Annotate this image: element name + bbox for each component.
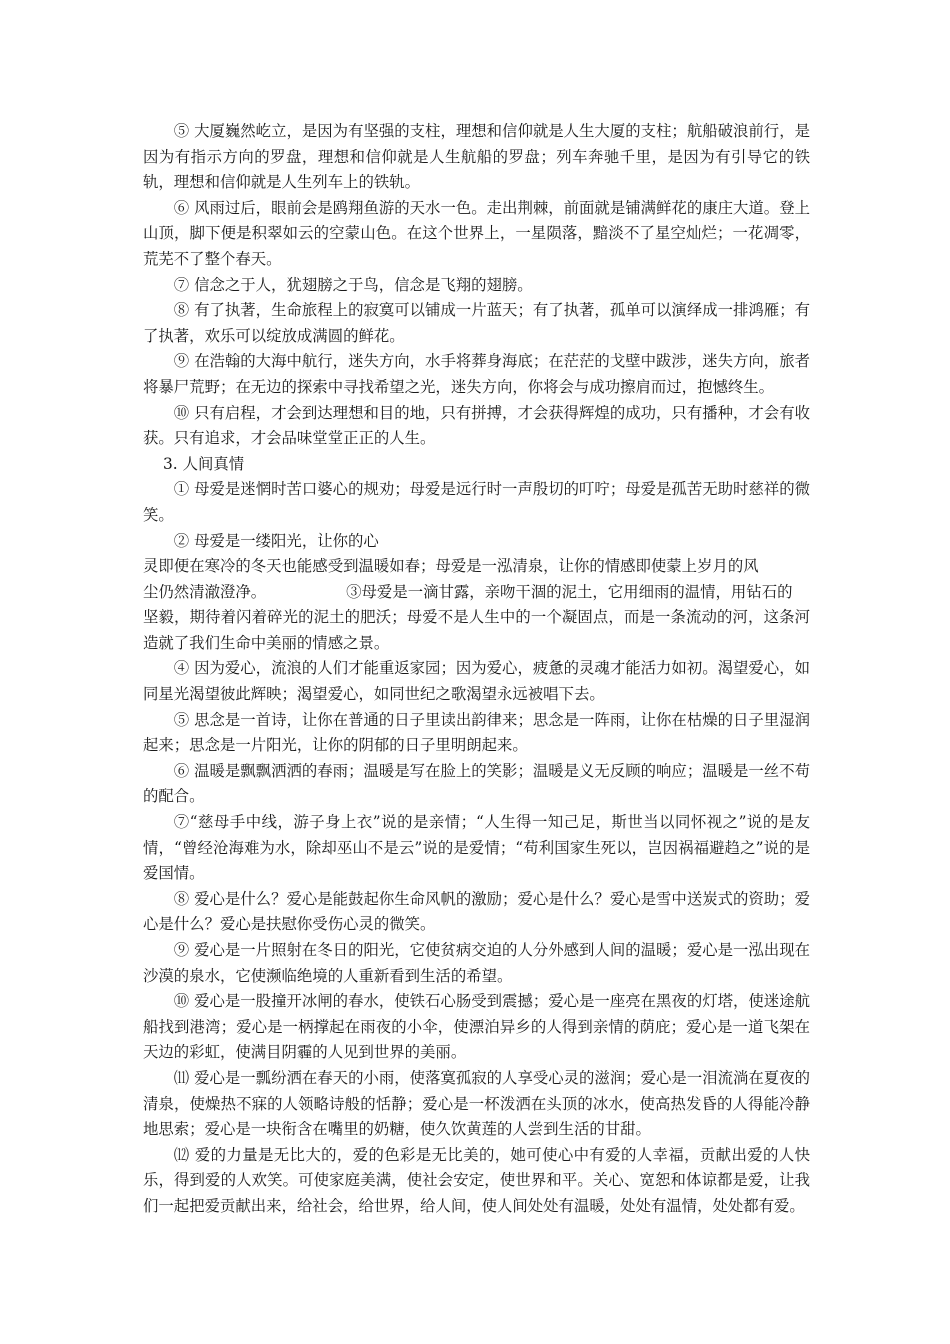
section3-paragraph-8: ⑧ 爱心是什么？爱心是能鼓起你生命风帆的激励；爱心是什么？爱心是雪中送炭式的资助；爱心是什么？爱心是扶慰你受伤心灵的微笑。 bbox=[143, 889, 810, 934]
section3-paragraph-10: ⑩ 爱心是一股撞开冰闸的春水，使铁石心肠受到震撼；爱心是一座亮在黑夜的灯塔，使迷途航船找到港湾；爱心是一柄撑起在雨夜的小伞，使漂泊异乡的人得到亲情的荫庇；爱心是一道飞架在天边的彩虹，使满目阴霾的人见到世界的美丽。 bbox=[143, 992, 810, 1062]
paragraph-10: ⑩ 只有启程，才会到达理想和目的地，只有拼搏，才会获得辉煌的成功，只有播种，才会有收获。只有追求，才会品味堂堂正正的人生。 bbox=[143, 403, 810, 448]
section3-paragraph-9: ⑨ 爱心是一片照射在冬日的阳光，它使贫病交迫的人分外感到人间的温暖；爱心是一泓出现在沙漠的泉水，它使濒临绝境的人重新看到生活的希望。 bbox=[143, 941, 810, 985]
section3-paragraph-3-rest: 坚毅，期待着闪着碎光的泥土的肥沃；母爱不是人生中的一个凝固点，而是一条流动的河，这条河造就了我们生命中美丽的情感之景。 bbox=[143, 608, 810, 652]
paragraph-5: ⑤ 大厦巍然屹立，是因为有坚强的支柱，理想和信仰就是人生大厦的支柱；航船破浪前行，是因为有指示方向的罗盘，理想和信仰就是人生航船的罗盘；列车奔驰千里，是因为有引导它的铁轨，理想和信仰就是人生列车上的铁轨。 bbox=[143, 122, 810, 192]
section3-paragraph-1: ① 母爱是迷惘时苦口婆心的规劝；母爱是远行时一声殷切的叮咛；母爱是孤苦无助时慈祥的微笑。 bbox=[143, 480, 810, 524]
document-body bbox=[143, 119, 810, 1220]
section3-paragraph-2-line-3 bbox=[143, 580, 810, 606]
section3-paragraph-7: ⑦“慈母手中线，游子身上衣”说的是亲情；“人生得一知己足，斯世当以同怀视之”说的是友情，“曾经沧海难为水，除却巫山不是云”说的是爱情；“苟利国家生死以，岂因祸福避趋之”说的是爱国情。 bbox=[143, 813, 810, 883]
section3-paragraph-2-line-2: 灵即便在寒冷的冬天也能感受到温暖如春；母爱是一泓清泉，让你的情感即使蒙上岁月的风 bbox=[143, 557, 759, 576]
paragraph-7: ⑦ 信念之于人，犹翅膀之于鸟，信念是飞翔的翅膀。 bbox=[173, 275, 533, 294]
section3-paragraph-5: ⑤ 思念是一首诗，让你在普通的日子里读出韵律来；思念是一阵雨，让你在枯燥的日子里湿润起来；思念是一片阳光，让你的阴郁的日子里明朗起来。 bbox=[143, 710, 810, 755]
section3-paragraph-2-line-3-start: 尘仍然清澈澄净。 bbox=[143, 582, 267, 601]
paragraph-9: ⑨ 在浩翰的大海中航行，迷失方向，水手将葬身海底；在茫茫的戈壁中跋涉，迷失方向，旅者将暴尸荒野；在无边的探索中寻找希望之光，迷失方向，你将会与成功擦肩而过，抱憾终生。 bbox=[143, 352, 810, 396]
section3-paragraph-6: ⑥ 温暖是飘飘洒洒的春雨；温暖是写在脸上的笑影；温暖是义无反顾的响应；温暖是一丝不苟的配合。 bbox=[143, 761, 810, 806]
paragraph-6: ⑥ 风雨过后，眼前会是鸥翔鱼游的天水一色。走出荆棘，前面就是铺满鲜花的康庄大道。登上山顶，脚下便是积翠如云的空蒙山色。在这个世界上，一星陨落，黯淡不了星空灿烂；一花凋零，荒芜不了整个春天。 bbox=[143, 198, 810, 268]
section3-paragraph-12: ⑿ 爱的力量是无比大的，爱的色彩是无比美的，她可使心中有爱的人幸福，贡献出爱的人快乐，得到爱的人欢笑。可使家庭美满，使社会安定，使世界和平。关心、宽恕和体谅都是爱，让我们一起把爱贡献出来，给社会，给世界，给人间，使人间处处有温暖，处处有温情，处处都有爱。 bbox=[143, 1145, 810, 1215]
section3-paragraph-11: ⑾ 爱心是一瓢纷洒在春天的小雨，使落寞孤寂的人享受心灵的滋润；爱心是一泪流淌在夏夜的清泉，使燥热不寐的人领略诗般的恬静；爱心是一杯泼洒在头顶的冰水，使高热发昏的人得能冷静地思索；爱心是一块衔含在嘴里的奶糖，使久饮黄莲的人尝到生活的甘甜。 bbox=[143, 1068, 810, 1139]
section-heading-3: 3. 人间真情 bbox=[163, 454, 245, 473]
paragraph-8: ⑧ 有了执著，生命旅程上的寂寞可以铺成一片蓝天；有了执著，孤单可以演绎成一排鸿雁；有了执著，欢乐可以绽放成满圆的鲜花。 bbox=[143, 301, 810, 345]
section3-paragraph-4: ④ 因为爱心，流浪的人们才能重返家园；因为爱心，疲惫的灵魂才能活力如初。渴望爱心，如同星光渴望彼此辉映；渴望爱心，如同世纪之歌渴望永远被唱下去。 bbox=[143, 659, 810, 704]
section3-paragraph-3-start: ③母爱是一滴甘露，亲吻干涸的泥土，它用细雨的温情，用钻石的 bbox=[346, 582, 793, 601]
section3-paragraph-2-line-1: ② 母爱是一缕阳光，让你的心 bbox=[173, 531, 379, 550]
